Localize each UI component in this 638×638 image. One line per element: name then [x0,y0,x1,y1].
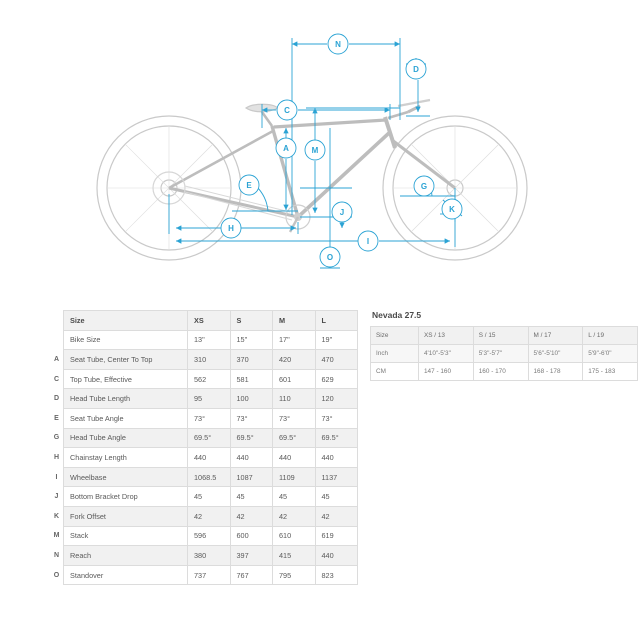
size-chart-header-row [371,327,638,345]
row-letter: G [53,434,60,442]
row-value-m: 69.5° [273,428,316,448]
header-l: L [315,311,358,331]
callout-A [276,138,296,158]
row-value-l: 629 [315,369,358,389]
row-letter: I [55,473,58,481]
row-letter: O [53,571,60,579]
table-row [50,487,358,507]
row-label: Wheelbase [64,467,188,487]
row-value-s: 69.5° [230,428,273,448]
row-value-s: 1087 [230,467,273,487]
table-row [50,467,358,487]
callout-O [320,247,340,267]
row-value-s: 370 [230,350,273,370]
callout-K [442,199,462,219]
callout-C [277,100,297,120]
header-m: M [273,311,316,331]
row-value-m: 795 [273,565,316,585]
callout-N [328,34,348,54]
table-row [50,408,358,428]
row-value-m: 110 [273,389,316,409]
row-value-m: 440 [273,448,316,468]
row-value-l: 440 [315,546,358,566]
size-header-xs: XS / 13 [419,327,474,345]
callout-badges [221,34,462,267]
row-letter: H [53,453,60,461]
row-value-m: 45 [273,487,316,507]
row-value-l: 619 [315,526,358,546]
row-value-s: 15" [230,330,273,350]
row-letter: N [53,551,60,559]
header-s: S [230,311,273,331]
table-row [50,428,358,448]
row-value-s: 397 [230,546,273,566]
row-value-l: 19" [315,330,358,350]
row-value-m: 17" [273,330,316,350]
callout-I [358,231,378,251]
row-value-xs: 380 [188,546,231,566]
row-letter: D [53,395,60,403]
svg-text:E: E [246,181,252,190]
row-value-s: 42 [230,506,273,526]
geometry-table-header-row [50,311,358,331]
row-value-m: 601 [273,369,316,389]
callout-M [305,140,325,160]
size-row-value-s: 5'3"-5'7" [473,345,528,363]
row-label: Chainstay Length [64,448,188,468]
callout-D [406,59,426,79]
row-value-m: 610 [273,526,316,546]
header-xs: XS [188,311,231,331]
table-row [50,369,358,389]
row-value-xs: 45 [188,487,231,507]
table-row [50,506,358,526]
svg-text:D: D [413,65,419,74]
row-value-m: 73° [273,408,316,428]
header-letter-spacer [50,311,64,331]
row-value-s: 581 [230,369,273,389]
size-row-value-xs: 147 - 160 [419,363,474,381]
table-row [50,526,358,546]
size-header-l: L / 19 [583,327,638,345]
row-label: Seat Tube, Center To Top [64,350,188,370]
row-value-s: 45 [230,487,273,507]
size-row-label: Inch [371,345,419,363]
size-header-s: S / 15 [473,327,528,345]
row-value-m: 1109 [273,467,316,487]
row-value-m: 42 [273,506,316,526]
size-row-value-m: 168 - 178 [528,363,583,381]
row-value-l: 1137 [315,467,358,487]
svg-text:N: N [335,40,341,49]
callout-H [221,218,241,238]
svg-text:M: M [311,146,319,155]
callout-E [239,175,259,195]
table-row [50,330,358,350]
row-label: Standover [64,565,188,585]
svg-text:G: G [420,182,428,191]
header-size: Size [64,311,188,331]
row-value-s: 73° [230,408,273,428]
bike-geometry-diagram [0,0,638,300]
row-letter: K [53,512,60,520]
size-chart-title: Nevada 27.5 [372,310,422,320]
table-row [371,363,638,381]
size-header-m: M / 17 [528,327,583,345]
callout-G [414,176,434,196]
row-value-xs: 73° [188,408,231,428]
row-label: Bike Size [64,330,188,350]
row-letter [50,330,64,350]
row-letter: A [53,355,60,363]
svg-text:J: J [339,208,345,217]
row-value-l: 42 [315,506,358,526]
svg-text:I: I [366,237,370,246]
geometry-table [50,310,358,585]
row-letter: J [54,493,59,501]
svg-text:C: C [284,106,290,115]
row-value-xs: 310 [188,350,231,370]
row-value-xs: 95 [188,389,231,409]
row-value-l: 69.5° [315,428,358,448]
svg-text:K: K [449,205,455,214]
svg-text:O: O [326,253,334,262]
row-value-xs: 440 [188,448,231,468]
row-value-l: 120 [315,389,358,409]
size-row-value-l: 5'9"-6'0" [583,345,638,363]
size-chart-block [370,310,638,585]
callout-J [332,202,352,222]
table-row [50,448,358,468]
row-value-l: 440 [315,448,358,468]
size-chart-table [370,326,638,381]
row-value-xs: 13" [188,330,231,350]
table-row [50,350,358,370]
table-row [50,565,358,585]
row-letter: E [54,414,59,422]
row-letter: M [53,532,60,540]
row-label: Head Tube Angle [64,428,188,448]
size-header-size: Size [371,327,419,345]
row-label: Top Tube, Effective [64,369,188,389]
row-label: Seat Tube Angle [64,408,188,428]
row-label: Fork Offset [64,506,188,526]
row-value-l: 73° [315,408,358,428]
row-label: Bottom Bracket Drop [64,487,188,507]
size-row-label: CM [371,363,419,381]
table-row [50,546,358,566]
row-value-s: 600 [230,526,273,546]
table-row [371,345,638,363]
row-value-xs: 596 [188,526,231,546]
size-row-value-s: 160 - 170 [473,363,528,381]
row-value-s: 440 [230,448,273,468]
table-row [50,389,358,409]
row-value-m: 420 [273,350,316,370]
svg-text:A: A [283,144,289,153]
bike-outline [97,100,527,260]
row-value-xs: 562 [188,369,231,389]
row-label: Head Tube Length [64,389,188,409]
row-value-s: 100 [230,389,273,409]
row-label: Reach [64,546,188,566]
row-value-xs: 69.5° [188,428,231,448]
row-value-xs: 1068.5 [188,467,231,487]
size-row-value-m: 5'6"-5'10" [528,345,583,363]
row-label: Stack [64,526,188,546]
row-value-m: 415 [273,546,316,566]
svg-text:H: H [228,224,234,233]
row-value-l: 470 [315,350,358,370]
size-row-value-xs: 4'10"-5'3" [419,345,474,363]
row-value-xs: 737 [188,565,231,585]
row-value-xs: 42 [188,506,231,526]
row-value-l: 823 [315,565,358,585]
row-value-l: 45 [315,487,358,507]
row-value-s: 767 [230,565,273,585]
row-letter: C [53,375,60,383]
size-row-value-l: 175 - 183 [583,363,638,381]
